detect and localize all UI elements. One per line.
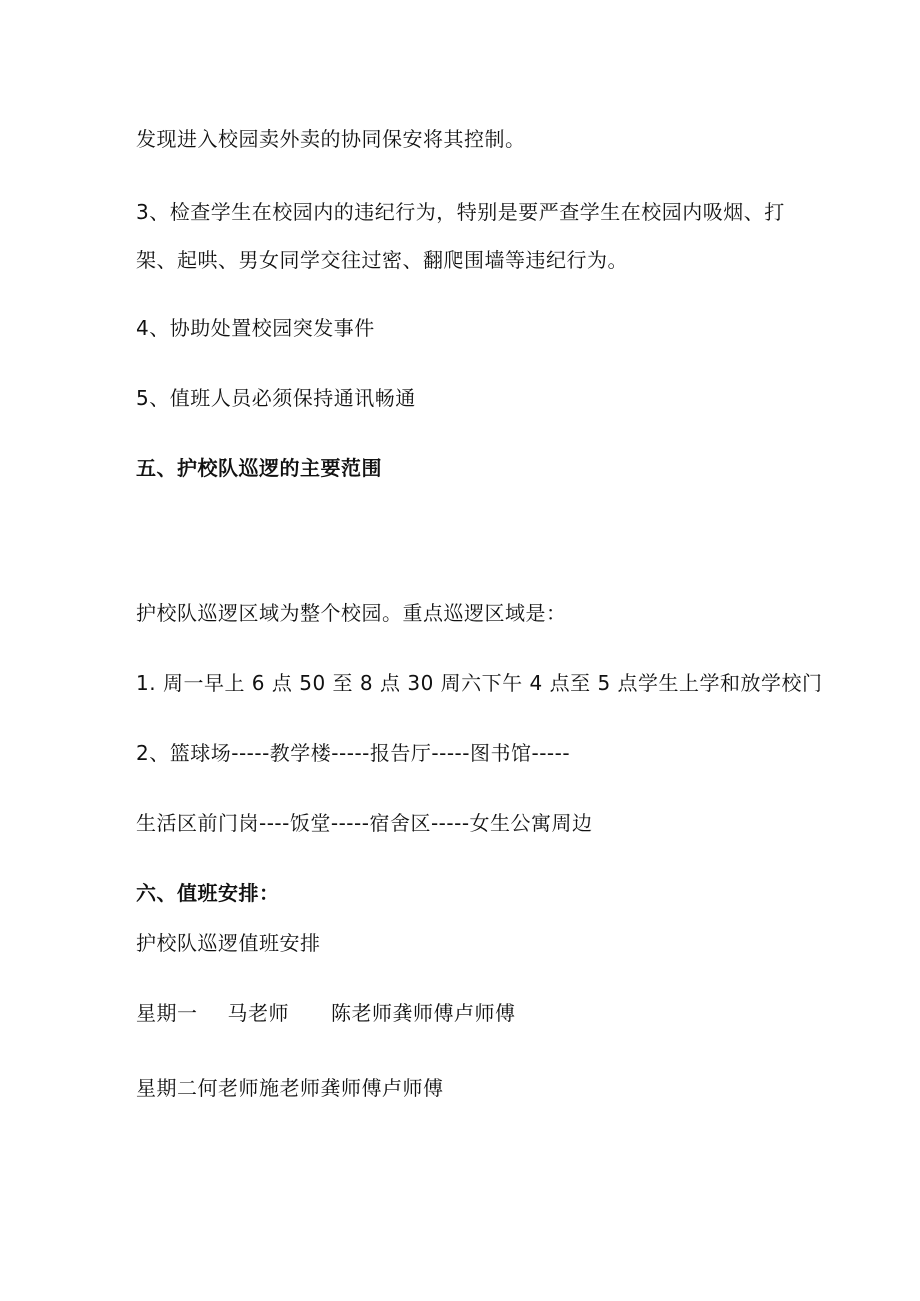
paragraph-item-4: 4、协助处置校园突发事件 bbox=[136, 316, 375, 340]
paragraph-line: 发现进入校园卖外卖的协同保安将其控制。 bbox=[136, 127, 526, 151]
section-heading-5: 五、护校队巡逻的主要范围 bbox=[136, 456, 382, 480]
patrol-item-2: 2、篮球场-----教学楼-----报告厅-----图书馆----- bbox=[136, 741, 571, 765]
paragraph-item-3-continued: 架、起哄、男女同学交往过密、翻爬围墙等违纪行为。 bbox=[136, 248, 628, 272]
patrol-item-2-continued: 生活区前门岗----饭堂-----宿舍区-----女生公寓周边 bbox=[136, 811, 593, 835]
schedule-row-monday bbox=[136, 1001, 516, 1025]
schedule-others: 陈老师龚师傅卢师傅 bbox=[331, 1001, 516, 1025]
patrol-item-1: 1. 周一早上 6 点 50 至 8 点 30 周六下午 4 点至 5 点学生上学和放学校门 bbox=[136, 671, 823, 695]
schedule-teacher: 马老师 bbox=[227, 1001, 289, 1025]
schedule-others: 何老师施老师龚师傅卢师傅 bbox=[197, 1076, 444, 1100]
schedule-day: 星期二 bbox=[136, 1076, 198, 1100]
patrol-area-intro: 护校队巡逻区域为整个校园。重点巡逻区域是： bbox=[136, 601, 567, 625]
paragraph-item-5: 5、值班人员必须保持通讯畅通 bbox=[136, 386, 416, 410]
schedule-day: 星期一 bbox=[136, 1001, 198, 1025]
schedule-title: 护校队巡逻值班安排 bbox=[136, 931, 321, 955]
section-heading-6: 六、值班安排： bbox=[136, 881, 280, 905]
paragraph-item-3: 3、检查学生在校园内的违纪行为，特别是要严查学生在校园内吸烟、打 bbox=[136, 200, 785, 224]
schedule-row-tuesday bbox=[136, 1076, 444, 1100]
